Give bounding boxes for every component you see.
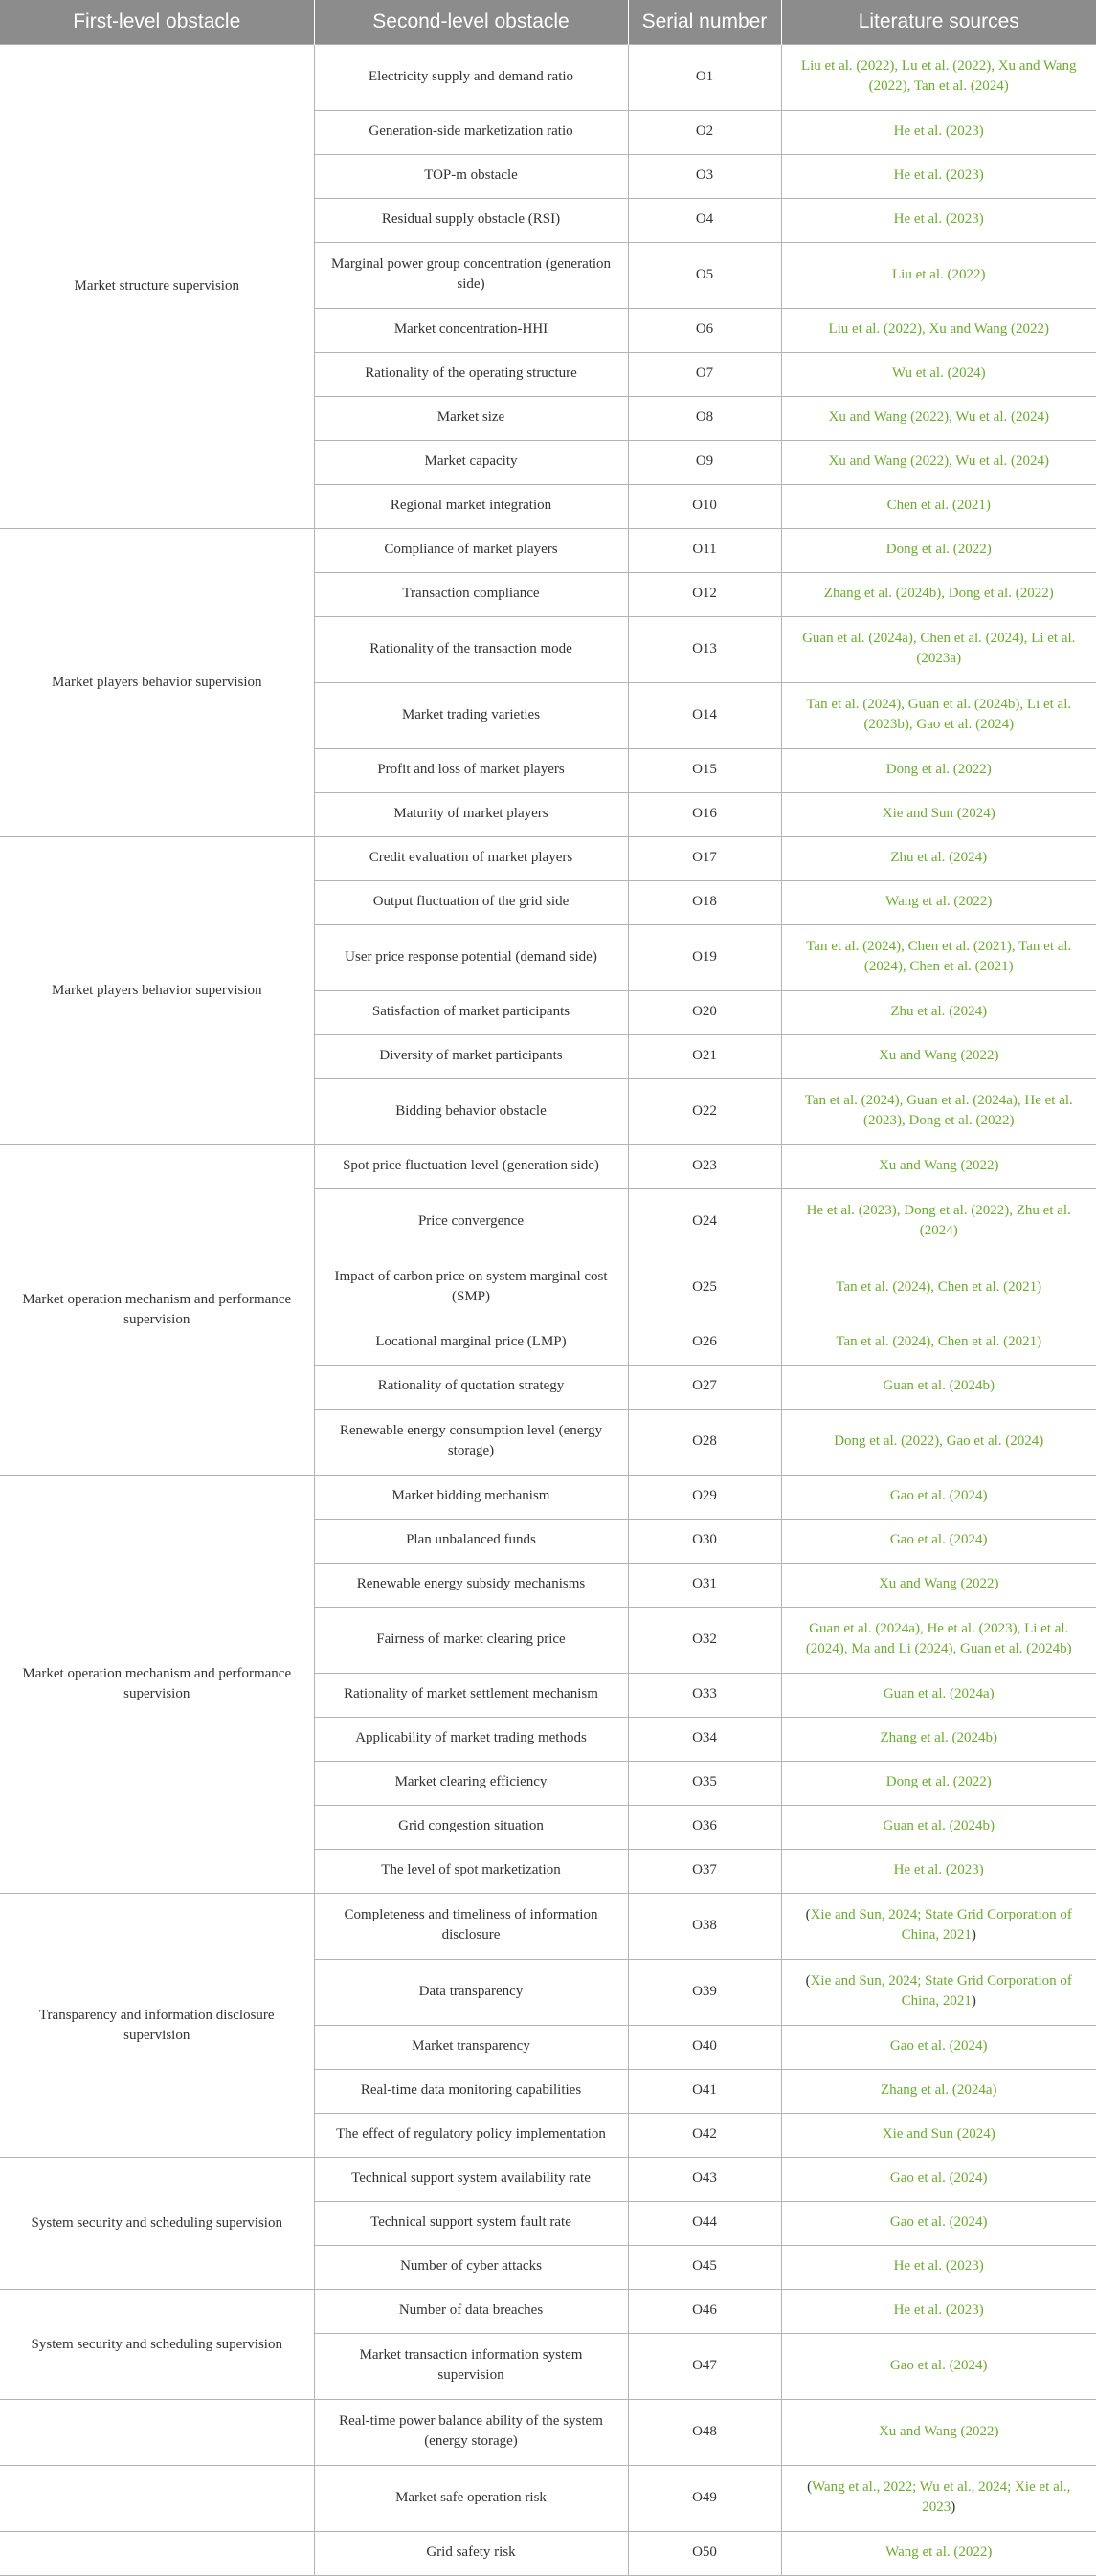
citation-link[interactable]: Wu et al. (2024) xyxy=(891,366,986,381)
second-level-obstacle-cell: Profit and loss of market players xyxy=(314,749,628,793)
second-level-obstacle-cell: Market capacity xyxy=(314,441,628,485)
second-level-obstacle-cell: Bidding behavior obstacle xyxy=(314,1079,628,1145)
serial-number-cell: O39 xyxy=(628,1960,781,2026)
second-level-obstacle-cell: Number of data breaches xyxy=(314,2290,628,2334)
second-level-obstacle-cell: Maturity of market players xyxy=(314,793,628,837)
literature-source-cell xyxy=(781,1476,1096,1520)
literature-source-cell xyxy=(781,683,1096,749)
second-level-obstacle-cell: TOP-m obstacle xyxy=(314,155,628,199)
citation-link[interactable]: Xie and Sun (2024) xyxy=(882,2126,995,2142)
literature-source-cell xyxy=(781,837,1096,881)
literature-source-cell xyxy=(781,441,1096,485)
citation-link[interactable]: Xu and Wang (2022), Wu et al. (2024) xyxy=(828,454,1049,469)
second-level-obstacle-cell: User price response potential (demand side) xyxy=(314,925,628,991)
citation-link[interactable]: He et al. (2023) xyxy=(893,2258,984,2274)
citation-link[interactable]: Xu and Wang (2022) xyxy=(878,1048,999,1063)
serial-number-cell: O23 xyxy=(628,1145,781,1189)
citation-link[interactable]: He et al. (2023), Dong et al. (2022), Zhu et al. (2024) xyxy=(806,1203,1071,1238)
second-level-obstacle-cell: Diversity of market participants xyxy=(314,1035,628,1079)
literature-source-cell xyxy=(781,353,1096,397)
serial-number-cell: O14 xyxy=(628,683,781,749)
first-level-obstacle-cell: Transparency and information disclosure supervision xyxy=(0,1894,314,2158)
literature-source-cell xyxy=(781,1564,1096,1608)
table-row xyxy=(0,2290,1096,2334)
citation-link[interactable]: Zhu et al. (2024) xyxy=(890,1004,988,1019)
second-level-obstacle-cell: Regional market integration xyxy=(314,485,628,529)
literature-source-cell xyxy=(781,991,1096,1035)
table-body xyxy=(0,45,1096,2576)
citation-link[interactable]: He et al. (2023) xyxy=(893,167,984,183)
citation-link[interactable]: Guan et al. (2024a) xyxy=(883,1686,995,1701)
serial-number-cell: O40 xyxy=(628,2026,781,2070)
literature-source-cell xyxy=(781,45,1096,111)
second-level-obstacle-cell: Market bidding mechanism xyxy=(314,1476,628,1520)
serial-number-cell: O19 xyxy=(628,925,781,991)
open-paren: ( xyxy=(805,1907,811,1922)
literature-source-cell xyxy=(781,2400,1096,2466)
first-level-obstacle-cell: Market structure supervision xyxy=(0,45,314,529)
serial-number-cell: O26 xyxy=(628,1321,781,1366)
serial-number-cell: O48 xyxy=(628,2400,781,2466)
serial-number-cell: O31 xyxy=(628,1564,781,1608)
literature-source-cell xyxy=(781,1145,1096,1189)
serial-number-cell: O38 xyxy=(628,1894,781,1960)
citation-link[interactable]: Liu et al. (2022) xyxy=(892,266,986,282)
citation-link[interactable]: He et al. (2023) xyxy=(893,2302,984,2318)
second-level-obstacle-cell: Completeness and timeliness of information disclosure xyxy=(314,1894,628,1960)
serial-number-cell: O18 xyxy=(628,881,781,925)
citation-link[interactable]: Wang et al. (2022) xyxy=(885,2544,993,2560)
table-row xyxy=(0,837,1096,881)
citation-link[interactable]: Tan et al. (2024), Chen et al. (2021) xyxy=(836,1334,1042,1349)
first-level-obstacle-cell: Market operation mechanism and performance supervision xyxy=(0,1145,314,1476)
citation-link[interactable]: Gao et al. (2024) xyxy=(889,2357,988,2373)
literature-source-cell xyxy=(781,1762,1096,1806)
close-paren: ) xyxy=(971,1927,976,1943)
second-level-obstacle-cell: Real-time data monitoring capabilities xyxy=(314,2070,628,2114)
serial-number-cell: O25 xyxy=(628,1255,781,1321)
serial-number-cell: O6 xyxy=(628,309,781,353)
serial-number-cell: O47 xyxy=(628,2334,781,2400)
citation-link[interactable]: Dong et al. (2022) xyxy=(885,762,992,777)
second-level-obstacle-cell: Spot price fluctuation level (generation side) xyxy=(314,1145,628,1189)
open-paren: ( xyxy=(805,1973,811,1988)
serial-number-cell: O35 xyxy=(628,1762,781,1806)
serial-number-cell: O8 xyxy=(628,397,781,441)
table-row xyxy=(0,1476,1096,1520)
second-level-obstacle-cell: Transaction compliance xyxy=(314,573,628,617)
serial-number-cell: O32 xyxy=(628,1608,781,1674)
citation-link[interactable]: Gao et al. (2024) xyxy=(889,2170,988,2186)
literature-source-cell xyxy=(781,749,1096,793)
first-level-obstacle-cell: Market players behavior supervision xyxy=(0,529,314,837)
literature-source-cell xyxy=(781,925,1096,991)
header-serial-number: Serial number xyxy=(628,0,781,45)
first-level-obstacle-cell xyxy=(0,2466,314,2532)
literature-source-cell xyxy=(781,1079,1096,1145)
second-level-obstacle-cell: Real-time power balance ability of the system (energy storage) xyxy=(314,2400,628,2466)
literature-source-cell xyxy=(781,309,1096,353)
literature-source-cell xyxy=(781,1850,1096,1894)
citation-link[interactable]: Xie and Sun, 2024; State Grid Corporation of China, 2021 xyxy=(810,1973,1072,2009)
citation-link[interactable]: Xu and Wang (2022) xyxy=(878,1158,999,1173)
header-first-level-obstacle: First-level obstacle xyxy=(0,0,314,45)
serial-number-cell: O11 xyxy=(628,529,781,573)
open-paren: ( xyxy=(807,2479,813,2495)
citation-link[interactable]: Guan et al. (2024b) xyxy=(883,1818,995,1833)
literature-source-cell xyxy=(781,617,1096,683)
serial-number-cell: O5 xyxy=(628,243,781,309)
literature-source-cell xyxy=(781,2026,1096,2070)
second-level-obstacle-cell: Market transaction information system supervision xyxy=(314,2334,628,2400)
citation-link[interactable]: Tan et al. (2024), Guan et al. (2024a), He et al. (2023), Dong et al. (2022) xyxy=(804,1093,1073,1128)
serial-number-cell: O4 xyxy=(628,199,781,243)
serial-number-cell: O36 xyxy=(628,1806,781,1850)
literature-source-cell xyxy=(781,2334,1096,2400)
table-row xyxy=(0,2532,1096,2576)
first-level-obstacle-cell xyxy=(0,2532,314,2576)
citation-link[interactable]: Tan et al. (2024), Chen et al. (2021), Tan et al. (2024), Chen et al. (2021) xyxy=(806,939,1072,974)
serial-number-cell: O50 xyxy=(628,2532,781,2576)
second-level-obstacle-cell: The level of spot marketization xyxy=(314,1850,628,1894)
serial-number-cell: O42 xyxy=(628,2114,781,2158)
literature-source-cell xyxy=(781,793,1096,837)
second-level-obstacle-cell: Market concentration-HHI xyxy=(314,309,628,353)
literature-source-cell xyxy=(781,1960,1096,2026)
serial-number-cell: O22 xyxy=(628,1079,781,1145)
header-literature-sources: Literature sources xyxy=(781,0,1096,45)
second-level-obstacle-cell: Grid congestion situation xyxy=(314,1806,628,1850)
serial-number-cell: O3 xyxy=(628,155,781,199)
citation-link[interactable]: Guan et al. (2024b) xyxy=(883,1378,995,1393)
citation-link[interactable]: Xie and Sun, 2024; State Grid Corporation of China, 2021 xyxy=(810,1907,1072,1943)
second-level-obstacle-cell: Market clearing efficiency xyxy=(314,1762,628,1806)
citation-link[interactable]: Gao et al. (2024) xyxy=(889,2214,988,2230)
serial-number-cell: O49 xyxy=(628,2466,781,2532)
serial-number-cell: O10 xyxy=(628,485,781,529)
citation-link[interactable]: Wang et al. (2022) xyxy=(885,894,993,909)
second-level-obstacle-cell: Satisfaction of market participants xyxy=(314,991,628,1035)
citation-link[interactable]: He et al. (2023) xyxy=(893,1862,984,1877)
first-level-obstacle-cell: System security and scheduling supervision xyxy=(0,2290,314,2400)
serial-number-cell: O12 xyxy=(628,573,781,617)
serial-number-cell: O7 xyxy=(628,353,781,397)
second-level-obstacle-cell: Technical support system availability rate xyxy=(314,2158,628,2202)
literature-source-cell xyxy=(781,485,1096,529)
serial-number-cell: O29 xyxy=(628,1476,781,1520)
first-level-obstacle-cell xyxy=(0,2400,314,2466)
table-row xyxy=(0,1145,1096,1189)
citation-link[interactable]: Dong et al. (2022) xyxy=(885,1774,992,1789)
second-level-obstacle-cell: Credit evaluation of market players xyxy=(314,837,628,881)
table-row xyxy=(0,2400,1096,2466)
serial-number-cell: O46 xyxy=(628,2290,781,2334)
citation-link[interactable]: Gao et al. (2024) xyxy=(889,1488,988,1503)
literature-source-cell xyxy=(781,2466,1096,2532)
second-level-obstacle-cell: Price convergence xyxy=(314,1189,628,1255)
citation-link[interactable]: Zhu et al. (2024) xyxy=(890,850,988,865)
serial-number-cell: O45 xyxy=(628,2246,781,2290)
literature-source-cell xyxy=(781,2532,1096,2576)
citation-link[interactable]: Tan et al. (2024), Guan et al. (2024b), Li et al. (2023b), Gao et al. (2024) xyxy=(806,697,1072,732)
literature-source-cell xyxy=(781,155,1096,199)
citation-link[interactable]: Dong et al. (2022) xyxy=(885,542,992,557)
citation-link[interactable]: Xu and Wang (2022) xyxy=(878,1576,999,1591)
literature-source-cell xyxy=(781,111,1096,155)
literature-source-cell xyxy=(781,1674,1096,1718)
close-paren: ) xyxy=(971,1993,976,2009)
citation-link[interactable]: Tan et al. (2024), Chen et al. (2021) xyxy=(836,1278,1042,1295)
serial-number-cell: O43 xyxy=(628,2158,781,2202)
second-level-obstacle-cell: Fairness of market clearing price xyxy=(314,1608,628,1674)
citation-link[interactable]: Xu and Wang (2022), Wu et al. (2024) xyxy=(828,410,1049,425)
literature-source-cell xyxy=(781,199,1096,243)
second-level-obstacle-cell: Applicability of market trading methods xyxy=(314,1718,628,1762)
literature-source-cell xyxy=(781,1255,1096,1321)
citation-link[interactable]: Zhang et al. (2024b), Dong et al. (2022) xyxy=(823,586,1054,601)
serial-number-cell: O30 xyxy=(628,1520,781,1564)
second-level-obstacle-cell: Locational marginal price (LMP) xyxy=(314,1321,628,1366)
literature-source-cell xyxy=(781,881,1096,925)
serial-number-cell: O17 xyxy=(628,837,781,881)
citation-link[interactable]: Gao et al. (2024) xyxy=(889,1532,988,1547)
close-paren: ) xyxy=(951,2499,956,2515)
second-level-obstacle-cell: Impact of carbon price on system marginal cost (SMP) xyxy=(314,1255,628,1321)
serial-number-cell: O24 xyxy=(628,1189,781,1255)
serial-number-cell: O15 xyxy=(628,749,781,793)
literature-source-cell xyxy=(781,2290,1096,2334)
citation-link[interactable]: Liu et al. (2022), Xu and Wang (2022) xyxy=(828,322,1050,337)
second-level-obstacle-cell: Renewable energy consumption level (energy storage) xyxy=(314,1410,628,1476)
literature-source-cell xyxy=(781,1894,1096,1960)
second-level-obstacle-cell: Renewable energy subsidy mechanisms xyxy=(314,1564,628,1608)
serial-number-cell: O9 xyxy=(628,441,781,485)
table-row xyxy=(0,529,1096,573)
literature-source-cell xyxy=(781,2070,1096,2114)
literature-source-cell xyxy=(781,2246,1096,2290)
serial-number-cell: O33 xyxy=(628,1674,781,1718)
second-level-obstacle-cell: Rationality of the operating structure xyxy=(314,353,628,397)
citation-link[interactable]: Xie and Sun (2024) xyxy=(882,806,995,821)
literature-source-cell xyxy=(781,2114,1096,2158)
serial-number-cell: O20 xyxy=(628,991,781,1035)
citation-link[interactable]: Wang et al., 2022; Wu et al., 2024; Xie et al., 2023 xyxy=(812,2479,1071,2515)
citation-link[interactable]: He et al. (2023) xyxy=(893,211,984,227)
citation-link[interactable]: Dong et al. (2022), Gao et al. (2024) xyxy=(834,1432,1044,1449)
first-level-obstacle-cell: Market operation mechanism and performance supervision xyxy=(0,1476,314,1894)
serial-number-cell: O34 xyxy=(628,1718,781,1762)
citation-link[interactable]: Xu and Wang (2022) xyxy=(878,2423,999,2439)
serial-number-cell: O13 xyxy=(628,617,781,683)
table-row xyxy=(0,2158,1096,2202)
literature-source-cell xyxy=(781,529,1096,573)
second-level-obstacle-cell: Technical support system fault rate xyxy=(314,2202,628,2246)
serial-number-cell: O41 xyxy=(628,2070,781,2114)
table-row xyxy=(0,1894,1096,1960)
literature-source-cell xyxy=(781,1321,1096,1366)
table-row xyxy=(0,45,1096,111)
literature-source-cell xyxy=(781,1608,1096,1674)
first-level-obstacle-cell: System security and scheduling supervision xyxy=(0,2158,314,2290)
serial-number-cell: O44 xyxy=(628,2202,781,2246)
second-level-obstacle-cell: Output fluctuation of the grid side xyxy=(314,881,628,925)
citation-link[interactable]: Liu et al. (2022), Lu et al. (2022), Xu and Wang (2022), Tan et al. (2024) xyxy=(800,58,1077,94)
literature-source-cell xyxy=(781,2158,1096,2202)
table-row xyxy=(0,2466,1096,2532)
literature-source-cell xyxy=(781,1035,1096,1079)
second-level-obstacle-cell: Grid safety risk xyxy=(314,2532,628,2576)
second-level-obstacle-cell: Electricity supply and demand ratio xyxy=(314,45,628,111)
serial-number-cell: O27 xyxy=(628,1366,781,1410)
second-level-obstacle-cell: Plan unbalanced funds xyxy=(314,1520,628,1564)
second-level-obstacle-cell: Data transparency xyxy=(314,1960,628,2026)
literature-source-cell xyxy=(781,1410,1096,1476)
second-level-obstacle-cell: The effect of regulatory policy implementation xyxy=(314,2114,628,2158)
second-level-obstacle-cell: Number of cyber attacks xyxy=(314,2246,628,2290)
literature-source-cell xyxy=(781,1366,1096,1410)
table-header-row xyxy=(0,0,1096,45)
citation-link[interactable]: Guan et al. (2024a), He et al. (2023), Li et al. (2024), Ma and Li (2024), Guan et al. (2024b) xyxy=(805,1621,1072,1656)
citation-link[interactable]: Zhang et al. (2024b) xyxy=(880,1730,997,1745)
literature-source-cell xyxy=(781,1520,1096,1564)
second-level-obstacle-cell: Residual supply obstacle (RSI) xyxy=(314,199,628,243)
serial-number-cell: O1 xyxy=(628,45,781,111)
second-level-obstacle-cell: Rationality of quotation strategy xyxy=(314,1366,628,1410)
citation-link[interactable]: He et al. (2023) xyxy=(893,123,984,139)
second-level-obstacle-cell: Marginal power group concentration (generation side) xyxy=(314,243,628,309)
citation-link[interactable]: Zhang et al. (2024a) xyxy=(880,2082,997,2098)
second-level-obstacle-cell: Generation-side marketization ratio xyxy=(314,111,628,155)
serial-number-cell: O16 xyxy=(628,793,781,837)
second-level-obstacle-cell: Rationality of market settlement mechanism xyxy=(314,1674,628,1718)
literature-source-cell xyxy=(781,1718,1096,1762)
literature-source-cell xyxy=(781,2202,1096,2246)
second-level-obstacle-cell: Market safe operation risk xyxy=(314,2466,628,2532)
literature-source-cell xyxy=(781,243,1096,309)
citation-link[interactable]: Gao et al. (2024) xyxy=(889,2038,988,2054)
second-level-obstacle-cell: Market size xyxy=(314,397,628,441)
serial-number-cell: O21 xyxy=(628,1035,781,1079)
second-level-obstacle-cell: Market transparency xyxy=(314,2026,628,2070)
header-second-level-obstacle: Second-level obstacle xyxy=(314,0,628,45)
first-level-obstacle-cell: Market players behavior supervision xyxy=(0,837,314,1145)
literature-source-cell xyxy=(781,573,1096,617)
serial-number-cell: O28 xyxy=(628,1410,781,1476)
serial-number-cell: O2 xyxy=(628,111,781,155)
second-level-obstacle-cell: Market trading varieties xyxy=(314,683,628,749)
citation-link[interactable]: Chen et al. (2021) xyxy=(886,498,991,513)
citation-link[interactable]: Guan et al. (2024a), Chen et al. (2024), Li et al. (2023a) xyxy=(802,631,1076,666)
serial-number-cell: O37 xyxy=(628,1850,781,1894)
literature-source-cell xyxy=(781,1189,1096,1255)
literature-source-cell xyxy=(781,1806,1096,1850)
second-level-obstacle-cell: Rationality of the transaction mode xyxy=(314,617,628,683)
second-level-obstacle-cell: Compliance of market players xyxy=(314,529,628,573)
literature-source-cell xyxy=(781,397,1096,441)
